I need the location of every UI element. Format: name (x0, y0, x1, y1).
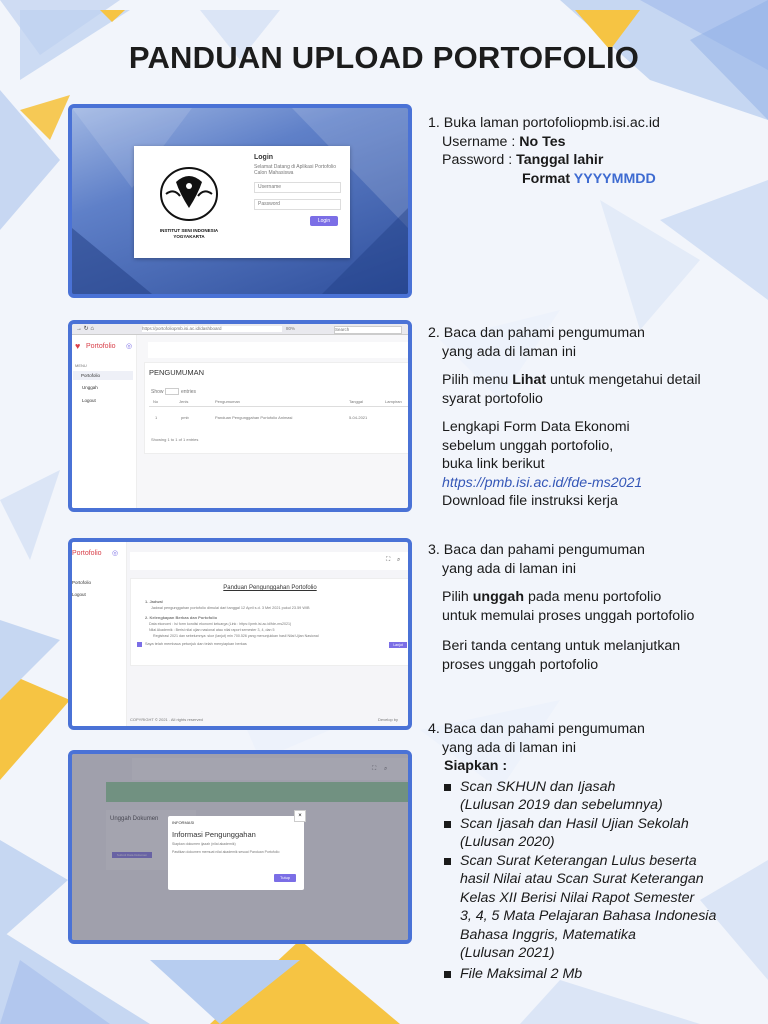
show-label: Show (151, 389, 164, 395)
step-4-line-2: yang ada di laman ini (442, 739, 577, 756)
url-bar[interactable]: https://portofoliopmb.isi.ac.id/dashboard (142, 326, 282, 332)
nav-arrows-icon[interactable]: → ↻ ⌂ (76, 326, 94, 332)
section-jadwal: 1. Jadwal (145, 599, 163, 604)
modal-close-icon[interactable]: × (294, 810, 306, 822)
logo-caption-1: INSTITUT SENI INDONESIA (159, 228, 219, 233)
announcement-heading: PENGUMUMAN (149, 368, 205, 377)
page-title: PANDUAN UPLOAD PORTOFOLIO (128, 40, 640, 75)
modal-text-2: Pastikan dokumen memuat nilai akademik sesuai Panduan Portofolio (172, 850, 280, 854)
step-2-line-2: yang ada di laman ini (442, 343, 577, 360)
brand-name[interactable]: Portofolio (86, 343, 116, 350)
panduan-panel (130, 578, 410, 666)
password-input[interactable]: Password (254, 199, 341, 210)
fullscreen-icon[interactable]: ⛶ (386, 557, 391, 563)
brand-name[interactable]: Portofolio (72, 550, 102, 557)
step-2-p1a: Pilih menu (442, 372, 513, 388)
browser-bar (72, 324, 408, 335)
step-2-text (428, 324, 758, 511)
entries-label: entries (181, 389, 197, 395)
bullet-3: Registrasi 2021 dan sebelumnya: skor (lanjut) min 700.526 yang menunjukkan hasil Nilai Ujian Nasional (153, 634, 319, 638)
sidebar-item-label: Portofolio (81, 373, 101, 378)
search-icon[interactable]: ⌕ (397, 557, 401, 563)
list-item: Scan SKHUN dan Ijasah (Lulusan 2019 dan sebelumnya) (444, 778, 758, 815)
agree-label: Saya telah membaca petunjuk dan telah menyiapkan berkas (145, 642, 247, 646)
sidebar-item-portofolio[interactable] (73, 371, 133, 380)
cell-no: 1 (155, 415, 158, 420)
entries-select[interactable] (165, 388, 179, 395)
sidebar-item-logout[interactable]: Logout (72, 592, 86, 597)
step-1-line-1: Buka laman portofoliopmb.isi.ac.id (443, 115, 660, 131)
step-2-p2d: Download file instruksi kerja (442, 493, 618, 509)
login-button[interactable]: Login (310, 216, 338, 226)
login-welcome: Selamat Datang di Aplikasi Portofolio Calon Mahasiswa (254, 164, 336, 176)
username-value: No Tes (519, 133, 566, 150)
sidebar-item-portofolio[interactable]: Portofolio (72, 580, 92, 585)
prepare-label: Siapkan : (444, 758, 508, 774)
password-label: Password : (442, 152, 517, 168)
step-3-p1c: pada menu portofolio (524, 589, 662, 605)
modal-label: INFORMASI (172, 820, 195, 825)
step-4-number: 4. (428, 721, 440, 737)
sidebar-toggle-icon[interactable]: ◎ (112, 550, 119, 557)
col-pengumuman: Pengumuman (215, 399, 240, 404)
step-4-text (428, 720, 758, 983)
step-2-number: 2. (428, 325, 440, 341)
bullet-1: Data ekonomi : Isi form kondisi ekonomi keluarga (Link : https://pmb.isi.ac.id/fde-ms2021) (149, 622, 292, 626)
step-2-p1c: untuk mengetahui detail (546, 372, 701, 388)
modal-title: Informasi Pengunggahan (172, 830, 256, 839)
table-row[interactable] (149, 413, 409, 423)
table-footer: Showing 1 to 1 of 1 entries (151, 437, 199, 442)
format-value: YYYYMMDD (573, 170, 656, 187)
logo-caption-2: YOGYAKARTA (173, 234, 205, 239)
info-modal (168, 813, 304, 890)
step-2-p2c: buka link berikut (442, 456, 545, 472)
cell-jenis: pmb (181, 415, 189, 420)
isi-logo (154, 164, 224, 224)
lihat-menu: Lihat (512, 372, 547, 388)
cell-tanggal: 5-04-2021 (349, 415, 368, 420)
login-title: Login (254, 154, 274, 161)
col-jenis: Jenis (179, 399, 189, 404)
brand-heart-icon: ♥ (75, 341, 81, 351)
cell-pengumuman: Panduan Pengunggahan Portofolio Animasi (215, 415, 293, 420)
login-card (134, 146, 350, 258)
screenshot-dashboard (68, 320, 412, 512)
modal-text-1: Siapkan dokumen ijazah (nilai akademik) (172, 842, 236, 846)
browser-search[interactable]: Search (334, 326, 402, 334)
step-2-p2b: sebelum unggah portofolio, (442, 437, 614, 454)
fde-link[interactable]: https://pmb.isi.ac.id/fde-ms2021 (442, 474, 643, 491)
password-value: Tanggal lahir (516, 152, 604, 168)
develop-by: Develop by (378, 717, 399, 722)
step-3-p2a: Beri tanda centang untuk melanjutkan (442, 638, 681, 654)
step-3-p1d: untuk memulai proses unggah portofolio (442, 607, 695, 624)
step-4-line-1: Baca dan pahami pengumuman (443, 721, 645, 737)
step-1-text (428, 114, 758, 188)
sidebar-toggle-icon[interactable]: ◎ (126, 343, 133, 350)
step-3-p1a: Pilih (442, 589, 473, 605)
announcement-panel (144, 362, 410, 454)
panduan-title: Panduan Pengunggahan Portofolio (223, 585, 317, 591)
step-3-number: 3. (428, 542, 440, 558)
next-button[interactable]: Lanjut (389, 642, 407, 648)
step-2-p2a: Lengkapi Form Data Ekonomi (442, 419, 630, 435)
username-label: Username : (442, 133, 520, 150)
list-item: File Maksimal 2 Mb (444, 965, 758, 984)
announcement-table-header (149, 397, 409, 407)
step-2-line-1: Baca dan pahami pengumuman (443, 325, 645, 341)
screenshot-login (68, 104, 412, 298)
prepare-list (428, 778, 758, 984)
topbar (130, 552, 408, 570)
step-3-line-1: Baca dan pahami pengumuman (443, 542, 645, 558)
step-2-p1d: syarat portofolio (442, 390, 543, 407)
step-3-text (428, 541, 758, 674)
list-item: Scan Surat Keterangan Lulus beserta hasil Nilai atau Scan Surat Keterangan Kelas XII Berisi Nilai Rapot Semester 3, 4, 5 Mata Pelajaran Bahasa Indonesia Bahasa Inggris, Matematika (Lulusan 2021) (444, 852, 758, 963)
sidebar-item-unggah[interactable]: Unggah (82, 385, 98, 390)
bullet-2: Nilai Akademik : Berisi nilai ujian nasional atau nilai raport semester 3, 4, dan 5 (149, 628, 275, 632)
menu-header: MENU (75, 363, 87, 368)
topbar (148, 342, 408, 358)
step-3-line-2: yang ada di laman ini (442, 560, 577, 577)
col-tanggal: Tanggal (349, 399, 364, 404)
garuda-emblem-icon (154, 164, 224, 226)
format-label: Format (522, 170, 574, 187)
col-no: No (153, 399, 159, 404)
screenshot-modal (68, 750, 412, 944)
col-lampiran: Lampiran (385, 399, 402, 404)
sidebar (72, 542, 127, 726)
sidebar (72, 335, 137, 510)
copyright: COPYRIGHT © 2021 . All rights reserved (130, 717, 203, 722)
step-1-number: 1. (428, 115, 440, 131)
section-jadwal-text: Jadwal pengunggahan portofolio dimulai dari tanggal 12 April s.d. 3 Mei 2021 pukul 23.59 WIB (151, 606, 310, 610)
username-input[interactable]: Username (254, 182, 341, 193)
agree-checkbox[interactable] (137, 642, 142, 647)
unggah-menu: unggah (472, 589, 524, 605)
zoom-level: 80% (286, 326, 296, 331)
screenshot-panduan (68, 538, 412, 730)
step-3-p2b: proses unggah portofolio (442, 656, 599, 673)
modal-close-button[interactable]: Tutup (274, 874, 296, 882)
section-kelengkapan: 2. Kelengkapan Berkas dan Portofolio (145, 615, 218, 620)
sidebar-item-logout[interactable]: Logout (82, 398, 96, 403)
list-item: Scan Ijasah dan Hasil Ujian Sekolah (Lulusan 2020) (444, 815, 758, 852)
